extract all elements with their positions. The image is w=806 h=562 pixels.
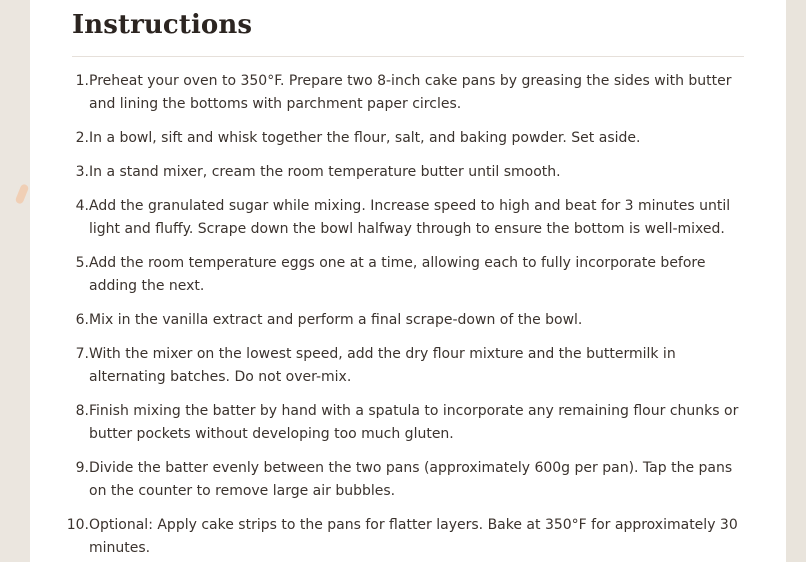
instruction-step-4 — [72, 195, 744, 241]
step-text: Mix in the vanilla extract and perform a final scrape-down of the bowl. — [89, 312, 583, 328]
instruction-step-1 — [72, 70, 744, 116]
step-number: 9. — [75, 460, 89, 476]
instruction-step-5 — [72, 252, 744, 298]
step-number: 1. — [75, 73, 89, 89]
instruction-step-8 — [72, 400, 744, 446]
instruction-step-6 — [72, 309, 744, 332]
step-text: Add the room temperature eggs one at a time, allowing each to fully incorporate before adding the next. — [89, 255, 706, 294]
step-text: Finish mixing the batter by hand with a spatula to incorporate any remaining flour chunks or butter pockets without developing too much gluten. — [89, 403, 739, 442]
step-text: With the mixer on the lowest speed, add the dry flour mixture and the buttermilk in alternating batches. Do not over-mix. — [89, 346, 676, 385]
instruction-step-10 — [66, 514, 744, 560]
instruction-step-3 — [72, 161, 744, 184]
step-number: 5. — [75, 255, 89, 271]
step-text: Optional: Apply cake strips to the pans for flatter layers. Bake at 350°F for approximately 30 minutes. — [89, 517, 738, 556]
step-number: 4. — [75, 198, 89, 214]
instruction-step-2 — [72, 127, 744, 150]
heading-divider — [72, 56, 744, 57]
step-text: Divide the batter evenly between the two pans (approximately 600g per pan). Tap the pans on the counter to remove large air bubbles. — [89, 460, 733, 499]
page-background-left — [0, 0, 30, 562]
step-number: 8. — [75, 403, 89, 419]
instruction-step-9 — [72, 457, 744, 503]
step-number: 7. — [75, 346, 89, 362]
instructions-list — [66, 70, 744, 562]
step-number: 10. — [66, 517, 89, 533]
step-number: 6. — [75, 312, 89, 328]
page-background-right — [786, 0, 806, 562]
step-number: 3. — [75, 164, 89, 180]
step-text: In a stand mixer, cream the room temperature butter until smooth. — [89, 164, 561, 180]
instructions-heading: Instructions — [72, 10, 253, 40]
step-number: 2. — [75, 130, 89, 146]
step-text: In a bowl, sift and whisk together the flour, salt, and baking powder. Set aside. — [89, 130, 641, 146]
step-text: Add the granulated sugar while mixing. Increase speed to high and beat for 3 minutes until light and fluffy. Scrape down the bowl halfway through to ensure the bottom is well-mixed. — [89, 198, 731, 237]
instruction-step-7 — [72, 343, 744, 389]
step-text: Preheat your oven to 350°F. Prepare two 8-inch cake pans by greasing the sides with butter and lining the bottoms with parchment paper circles. — [89, 73, 732, 112]
